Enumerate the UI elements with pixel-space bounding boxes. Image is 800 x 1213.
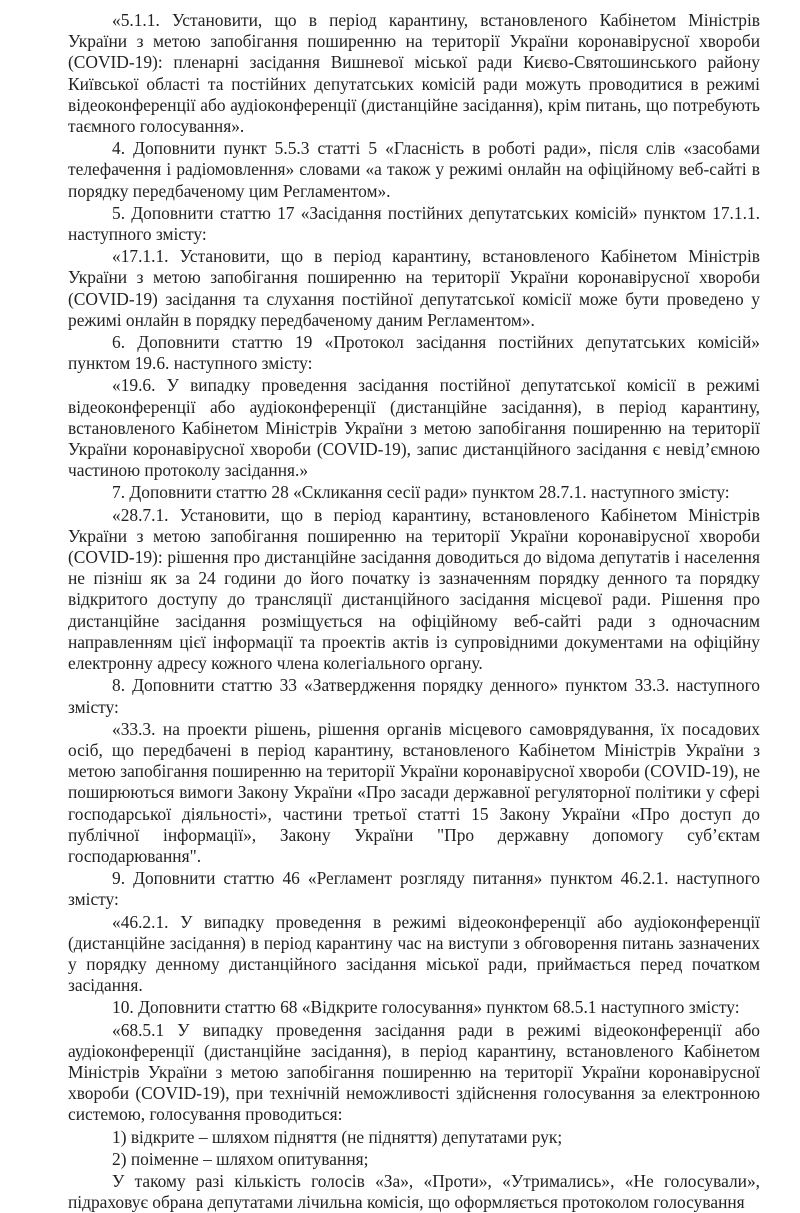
paragraph-quote-46-2-1: «46.2.1. У випадку проведення в режимі відеоконференції або аудіоконференції (дистанційне засідання) в період карантину час на виступи з обговорення питань зазначених у порядку денному дистанційного засідання міської ради, приймається перед початком засідання. xyxy=(68,911,760,996)
paragraph-item-5: 5. Доповнити статтю 17 «Засідання постійних депутатських комісій» пунктом 17.1.1. наступного змісту: xyxy=(68,202,760,245)
paragraph-quote-5-1-1: «5.1.1. Установити, що в період карантину, встановленого Кабінетом Міністрів України з метою запобігання поширенню на території України коронавірусної хвороби (COVID-19): пленарні засідання Вишневої міської ради Києво-Святошинського району Київської області та постійних депутатських комісій ради можуть проводитися в режимі відеоконференції або аудіоконференції (дистанційне засідання), крім питань, що потребують таємного голосування». xyxy=(68,10,760,137)
paragraph-item-9: 9. Доповнити статтю 46 «Регламент розгляду питання» пунктом 46.2.1. наступного змісту: xyxy=(68,868,760,910)
paragraph-quote-19-6: «19.6. У випадку проведення засідання постійної депутатської комісії в режимі відеоконференції або аудіоконференції (дистанційне засідання), в період карантину, встановленого Кабінетом Міністрів України з метою запобігання поширенню на території України коронавірусної хвороби (COVID-19), запис дистанційного засідання є невід’ємною частиною протоколу засідання.» xyxy=(68,375,760,481)
paragraph-item-6: 6. Доповнити статтю 19 «Протокол засідання постійних депутатських комісій» пунктом 19.6. наступного змісту: xyxy=(68,332,760,374)
paragraph-quote-68-5-1: «68.5.1 У випадку проведення засідання ради в режимі відеоконференції або аудіоконференції (дистанційне засідання), в період карантину, встановленого Кабінетом Міністрів України з метою запобігання поширенню на території України коронавірусної хвороби (COVID-19), при технічній неможливості здійснення голосування за електронною системою, голосування проводиться: xyxy=(68,1019,760,1125)
paragraph-quote-33-3: «33.3. на проекти рішень, рішення органів місцевого самоврядування, їх посадових осіб, що передбачені в період карантину, встановленого Кабінетом Міністрів України з метою запобігання поширенню на території України коронавірусної хвороби (COVID-19), не поширюються вимоги Закону України «Про засади державної регуляторної політики у сфері господарської діяльності», частини третьої статті 15 Закону України «Про доступ до публічної інформації», Закону України "Про державну допомогу суб’єктам господарювання". xyxy=(68,718,760,866)
list-item-open-vote: 1) відкрите – шляхом підняття (не підняття) депутатами рук; xyxy=(112,1126,563,1147)
list-item-roll-call-vote: 2) поіменне – шляхом опитування; xyxy=(112,1148,369,1169)
paragraph-vote-counting: У такому разі кількість голосів «За», «Проти», «Утримались», «Не голосували», підраховує обрана депутатами лічильна комісія, що оформляється протоколом голосування xyxy=(68,1170,760,1213)
paragraph-item-4: 4. Доповнити пункт 5.5.3 статті 5 «Гласність в роботі ради», після слів «засобами телефачення і радіомовлення» словами «а також у режимі онлайн на офіційному веб-сайті в порядку передбаченому цим Регламентом». xyxy=(68,138,760,201)
paragraph-item-10: 10. Доповнити статтю 68 «Відкрите голосування» пунктом 68.5.1 наступного змісту: xyxy=(112,997,740,1018)
paragraph-quote-28-7-1: «28.7.1. Установити, що в період карантину, встановленого Кабінетом Міністрів України з метою запобігання поширенню на території України коронавірусної хвороби (COVID-19): рішення про дистанційне засідання доводиться до відома депутатів і населення не пізніш як за 24 години до його початку із зазначенням порядку денного та порядку відкритого доступу до трансляції дистанційного засідання місцевої ради. Рішення про дистанційне засідання розміщується на офіційному веб-сайті ради з одночасним направленням цієї інформації та проектів актів із супровідними документами на офіційну електронну адресу кожного члена колегіального органу. xyxy=(68,504,760,674)
paragraph-item-8: 8. Доповнити статтю 33 «Затвердження порядку денного» пунктом 33.3. наступного змісту: xyxy=(68,675,760,717)
paragraph-item-7: 7. Доповнити статтю 28 «Скликання сесії ради» пунктом 28.7.1. наступного змісту: xyxy=(112,482,730,503)
paragraph-quote-17-1-1: «17.1.1. Установити, що в період карантину, встановленого Кабінетом Міністрів України з метою запобігання поширенню на території України коронавірусної хвороби (COVID-19) засідання та слухання постійної депутатської комісії може бути проведено у режимі онлайн в порядку передбаченому даним Регламентом». xyxy=(68,246,760,330)
